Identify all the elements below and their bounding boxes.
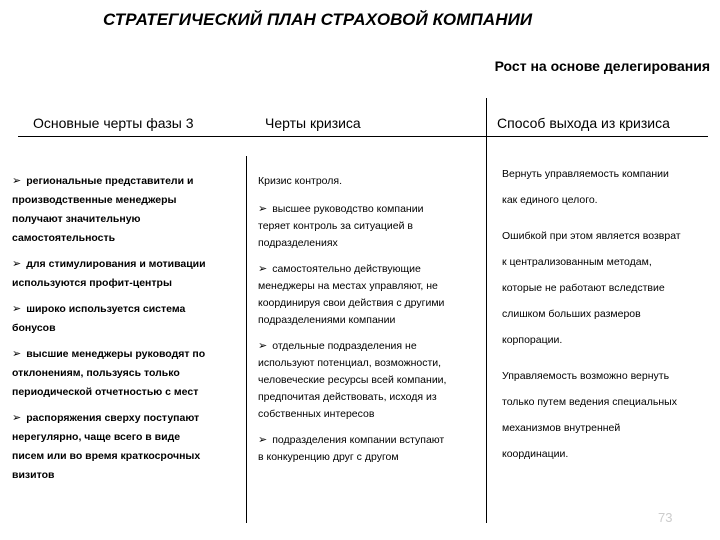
crisis-exit-text <box>502 165 712 481</box>
crisis-feature-item <box>258 201 480 252</box>
crisis-exit-line: механизмов внутренней <box>502 422 621 434</box>
page-number: 73 <box>658 510 673 525</box>
crisis-feature-line: подразделения компании вступают <box>272 434 445 446</box>
bullet-arrow-icon: ➢ <box>258 434 268 446</box>
crisis-feature-line: предпочитая действовать, исходя из <box>258 391 437 403</box>
crisis-feature-line: самостоятельно действующие <box>272 263 421 275</box>
phase-feature-line: распоряжения сверху поступают <box>26 412 200 424</box>
crisis-feature-line: используют потенциал, возможности, <box>258 357 442 369</box>
bullet-arrow-icon: ➢ <box>258 263 268 275</box>
column-header-crisis-exit: Способ выхода из кризиса <box>497 115 670 131</box>
crisis-feature-line: менеджеры на местах управляют, не <box>258 280 438 292</box>
phase-feature-line: получают значительную <box>12 213 141 225</box>
phase-feature-line: высшие менеджеры руководят по <box>26 348 206 360</box>
bullet-arrow-icon: ➢ <box>12 258 22 270</box>
crisis-feature-line: теряет контроль за ситуацией в <box>258 220 413 232</box>
crisis-exit-line: к централизованным методам, <box>502 256 652 268</box>
phase-feature-line: для стимулирования и мотивации <box>26 258 206 270</box>
phase-feature-line: нерегулярно, чаще всего в виде <box>12 431 181 443</box>
crisis-feature-line: подразделениях <box>258 237 338 249</box>
crisis-exit-line: Ошибкой при этом является возврат <box>502 230 681 242</box>
crisis-feature-line: координируя свои действия с другими <box>258 297 445 309</box>
phase-feature-line: широко используется система <box>26 303 186 315</box>
phase-feature-line: отклонениям, пользуясь только <box>12 367 180 379</box>
phase-feature-line: самостоятельность <box>12 232 116 244</box>
phase-feature-item <box>12 300 238 338</box>
bullet-arrow-icon: ➢ <box>12 412 22 424</box>
crisis-intro: Кризис контроля. <box>258 175 343 187</box>
crisis-exit-paragraph <box>502 227 712 357</box>
phase-feature-line: бонусов <box>12 322 56 334</box>
phase-feature-line: региональные представители и <box>26 175 194 187</box>
crisis-exit-line: координации. <box>502 448 569 460</box>
column-divider-left <box>246 156 247 523</box>
crisis-feature-line: человеческие ресурсы всей компании, <box>258 374 447 386</box>
crisis-exit-paragraph <box>502 165 712 217</box>
crisis-feature-line: подразделениями компании <box>258 314 396 326</box>
slide-subtitle: Рост на основе делегирования <box>494 58 710 74</box>
column-divider-right <box>486 98 487 523</box>
phase-features-list <box>12 172 238 492</box>
crisis-feature-line: собственных интересов <box>258 408 375 420</box>
bullet-arrow-icon: ➢ <box>12 303 22 315</box>
phase-feature-line: производственные менеджеры <box>12 194 177 206</box>
phase-feature-line: визитов <box>12 469 55 481</box>
phase-feature-item <box>12 409 238 485</box>
header-divider <box>18 136 708 137</box>
column-header-phase-features: Основные черты фазы 3 <box>33 115 194 131</box>
slide-title: СТРАТЕГИЧЕСКИЙ ПЛАН СТРАХОВОЙ КОМПАНИИ <box>103 10 533 29</box>
phase-feature-line: писем или во время краткосрочных <box>12 450 201 462</box>
crisis-feature-line: отдельные подразделения не <box>272 340 417 352</box>
phase-feature-item <box>12 255 238 293</box>
crisis-feature-line: в конкуренцию друг с другом <box>258 451 399 463</box>
bullet-arrow-icon: ➢ <box>12 348 22 360</box>
crisis-exit-line: Вернуть управляемость компании <box>502 168 669 180</box>
crisis-feature-line: высшее руководство компании <box>272 203 424 215</box>
bullet-arrow-icon: ➢ <box>258 340 268 352</box>
crisis-exit-line: которые не работают вследствие <box>502 282 665 294</box>
crisis-features-list <box>258 173 480 475</box>
crisis-exit-line: слишком больших размеров <box>502 308 641 320</box>
phase-feature-item <box>12 345 238 402</box>
crisis-exit-line: только путем ведения специальных <box>502 396 677 408</box>
bullet-arrow-icon: ➢ <box>12 175 22 187</box>
phase-feature-item <box>12 172 238 248</box>
crisis-feature-item <box>258 432 480 466</box>
phase-feature-line: используются профит-центры <box>12 277 172 289</box>
crisis-feature-item <box>258 338 480 423</box>
crisis-feature-item <box>258 261 480 329</box>
crisis-exit-line: как единого целого. <box>502 194 598 206</box>
phase-feature-line: периодической отчетностью с мест <box>12 386 199 398</box>
crisis-exit-line: Управляемость возможно вернуть <box>502 370 670 382</box>
bullet-arrow-icon: ➢ <box>258 203 268 215</box>
crisis-exit-line: корпорации. <box>502 334 563 346</box>
column-header-crisis-features: Черты кризиса <box>265 115 361 131</box>
crisis-exit-paragraph <box>502 367 712 471</box>
